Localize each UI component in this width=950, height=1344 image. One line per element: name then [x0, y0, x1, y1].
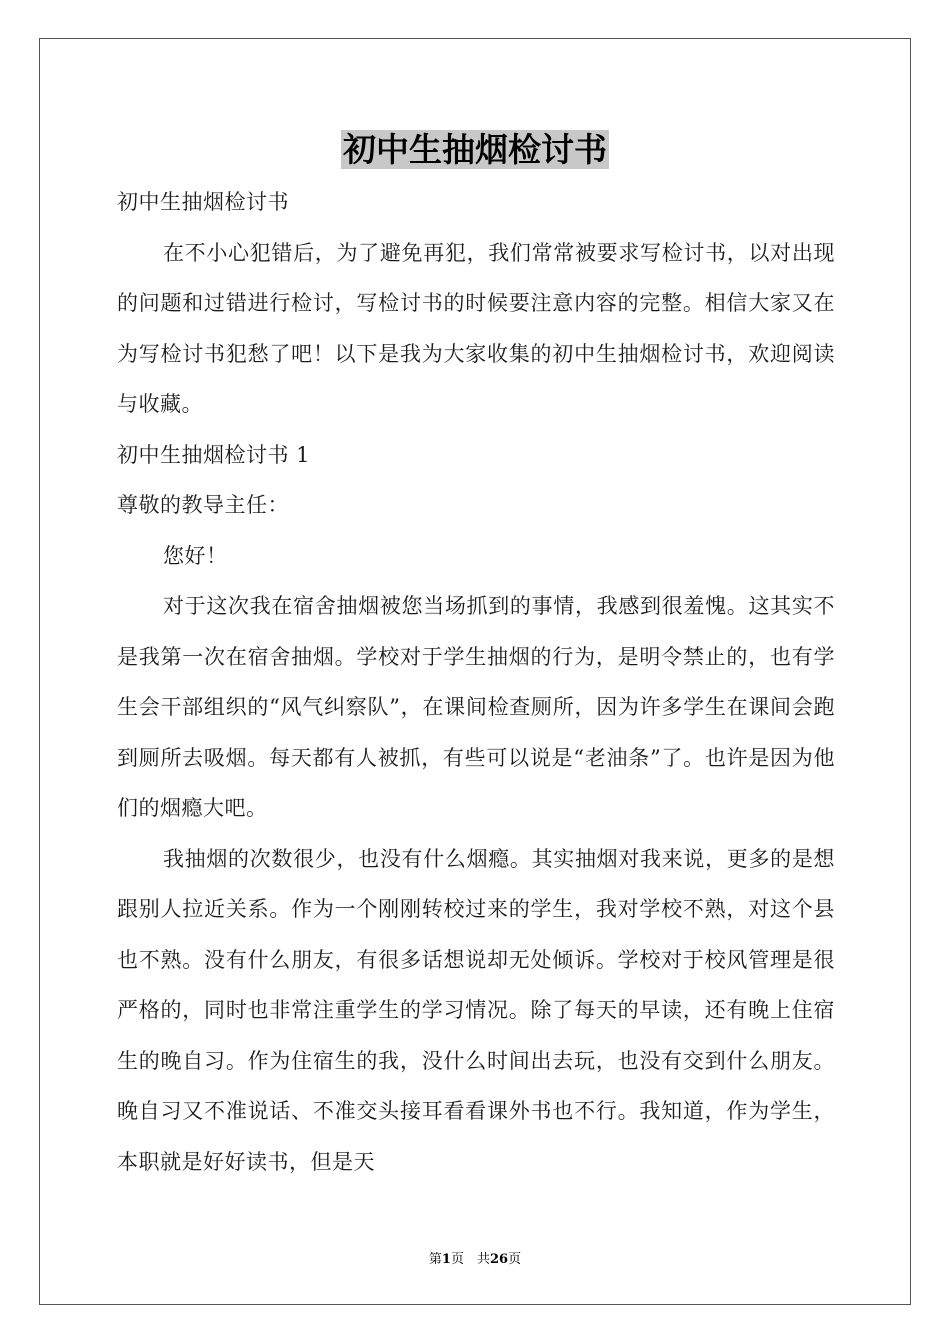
page-footer — [0, 1248, 950, 1267]
paragraph-salutation: 尊敬的教导主任： — [117, 493, 289, 517]
footer-page-number: 1 — [441, 1252, 451, 1267]
document-body — [117, 177, 835, 1187]
footer-total-pages: 26 — [489, 1252, 509, 1267]
footer-page-prefix: 第 — [428, 1252, 442, 1267]
footer-page-suffix: 页 — [508, 1252, 522, 1267]
paragraph-body-1: 对于这次我在宿舍抽烟被您当场抓到的事情，我感到很羞愧。这其实不是我第一次在宿舍抽烟。学校对于学生抽烟的行为，是明令禁止的，也有学生会干部组织的“风气纠察队”，在课间检查厕所，因为许多学生在课间会跑到厕所去吸烟。每天都有人被抓，有些可以说是“老油条”了。也许是因为他们的烟瘾大吧。 — [117, 594, 835, 820]
paragraph-intro: 在不小心犯错后，为了避免再犯，我们常常被要求写检讨书，以对出现的问题和过错进行检讨，写检讨书的时候要注意内容的完整。相信大家又在为写检讨书犯愁了吧！以下是我为大家收集的初中生抽烟检讨书，欢迎阅读与收藏。 — [117, 240, 835, 416]
footer-page-mid: 页 共 — [450, 1252, 490, 1267]
paragraph-section-title: 初中生抽烟检讨书 1 — [117, 442, 311, 467]
paragraph-heading: 初中生抽烟检讨书 — [117, 190, 289, 214]
paragraph-body-2: 我抽烟的次数很少，也没有什么烟瘾。其实抽烟对我来说，更多的是想跟别人拉近关系。作为一个刚刚转校过来的学生，我对学校不熟，对这个县也不熟。没有什么朋友，有很多话想说却无处倾诉。学校对于校风管理是很严格的，同时也非常注重学生的学习情况。除了每天的早读，还有晚上住宿生的晚自习。作为住宿生的我，没什么时间出去玩，也没有交到什么朋友。晚自习又不准说话、不准交头接耳看看课外书也不行。我知道，作为学生，本职就是好好读书，但是天 — [117, 846, 835, 1174]
paragraph-greeting: 您好！ — [163, 543, 228, 568]
document-title-text: 初中生抽烟检讨书 — [343, 130, 607, 169]
document-title — [0, 126, 950, 174]
